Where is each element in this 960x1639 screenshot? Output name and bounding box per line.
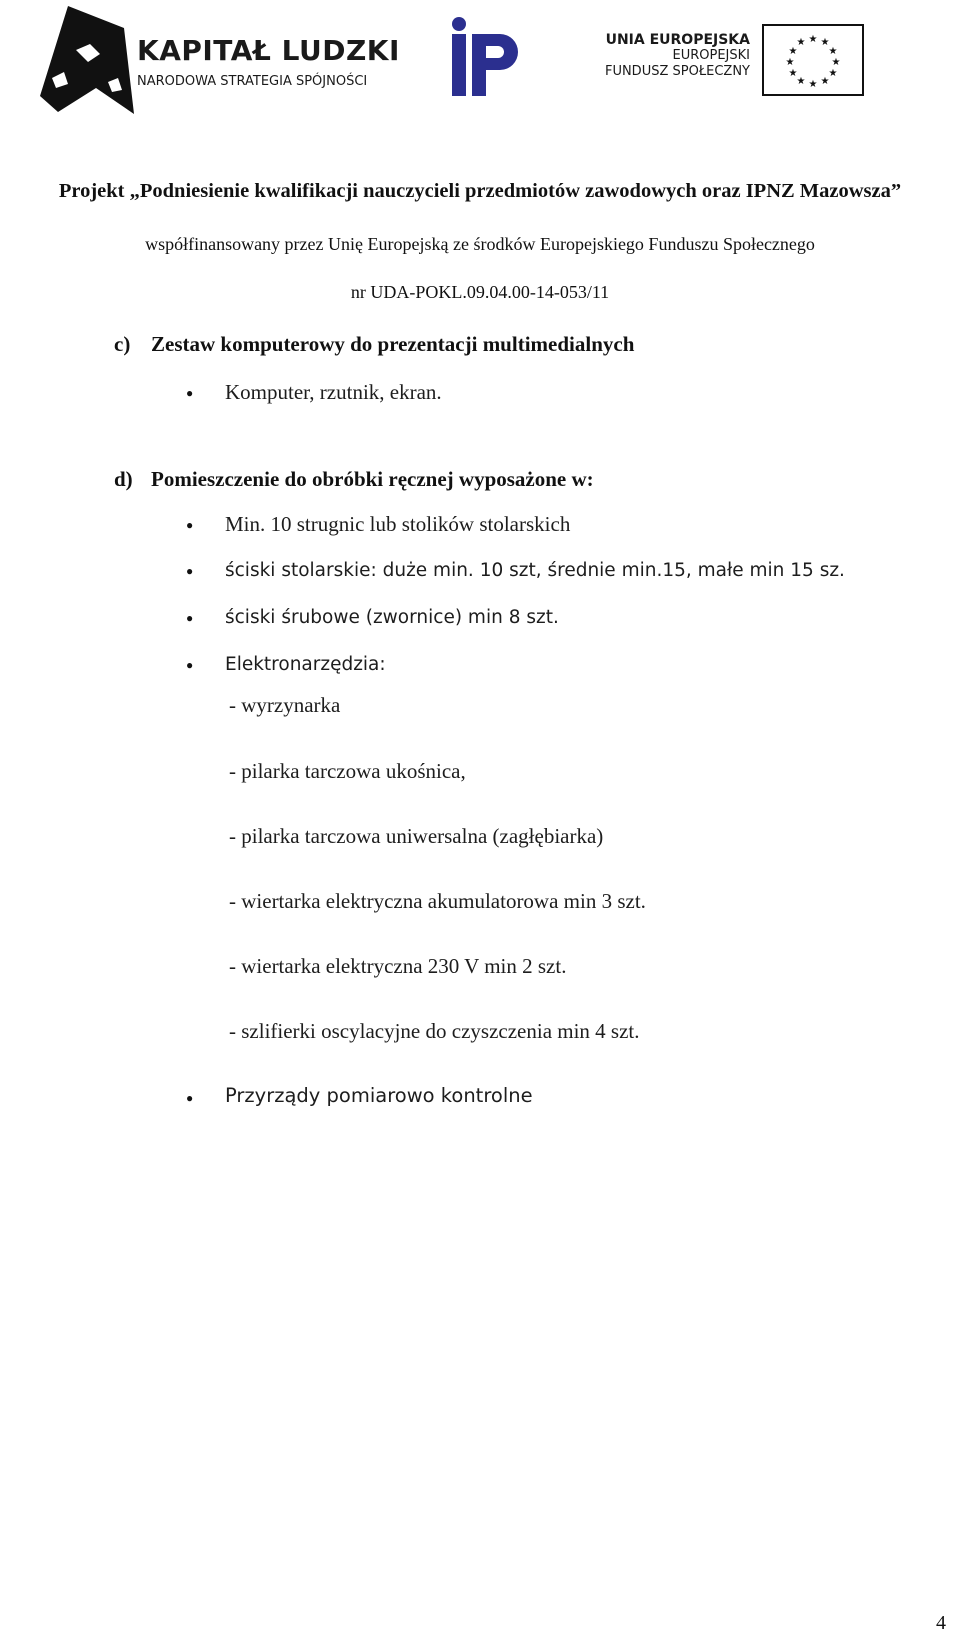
sub-item: - pilarka tarczowa uniwersalna (zagłębiarka) <box>229 824 604 848</box>
sub-item: - wyrzynarka <box>229 693 341 717</box>
eu-line-3: FUNDUSZ SPOŁECZNY <box>604 64 750 79</box>
list-item: Komputer, rzutnik, ekran. <box>225 380 442 404</box>
section-d-title: Pomieszczenie do obróbki ręcznej wyposażone w: <box>151 467 594 491</box>
list-item: Elektronarzędzia: <box>225 654 386 675</box>
bullet-icon <box>186 518 200 533</box>
sub-item: - pilarka tarczowa ukośnica, <box>229 759 466 783</box>
svg-text:★: ★ <box>831 57 841 68</box>
project-number: nr UDA-POKL.09.04.00-14-053/11 <box>350 282 610 302</box>
svg-text:★: ★ <box>820 76 830 87</box>
cofinancing-line: współfinansowany przez Unię Europejską ze środków Europejskiego Funduszu Społecznego <box>145 234 815 254</box>
svg-text:★: ★ <box>785 57 795 68</box>
project-title: Projekt „Podniesienie kwalifikacji nauczycieli przedmiotów zawodowych oraz IPNZ Mazowsza” <box>58 180 902 202</box>
section-d-letter: d) <box>114 467 133 491</box>
eu-line-2: EUROPEJSKI <box>672 48 750 63</box>
eu-flag-icon <box>762 24 864 96</box>
kapital-ludzki-title: KAPITAŁ LUDZKI <box>137 34 400 67</box>
sub-item: - wiertarka elektryczna akumulatorowa min 3 szt. <box>229 889 646 913</box>
kapital-ludzki-subtitle: NARODOWA STRATEGIA SPÓJNOŚCI <box>137 74 368 89</box>
list-item: ściski stolarskie: duże min. 10 szt, średnie min.15, małe min 15 sz. <box>225 560 845 581</box>
section-c-heading <box>114 332 634 357</box>
svg-text:★: ★ <box>828 68 838 79</box>
bullet-icon <box>186 1091 200 1106</box>
sub-item: - szlifierki oscylacyjne do czyszczenia min 4 szt. <box>229 1019 640 1043</box>
svg-text:★: ★ <box>796 76 806 87</box>
list-item: ściski śrubowe (zwornice) min 8 szt. <box>225 607 559 628</box>
bullet-icon <box>186 564 200 579</box>
svg-text:★: ★ <box>788 68 798 79</box>
bullet-icon <box>186 386 200 401</box>
bullet-icon <box>186 611 200 626</box>
logo-band <box>0 0 960 130</box>
svg-text:★: ★ <box>820 37 830 48</box>
svg-text:★: ★ <box>808 34 818 45</box>
page-number: 4 <box>936 1612 946 1634</box>
svg-text:★: ★ <box>788 46 798 57</box>
svg-text:★: ★ <box>808 79 818 90</box>
svg-text:★: ★ <box>796 37 806 48</box>
section-d-heading <box>114 467 594 492</box>
list-item: Przyrządy pomiarowo kontrolne <box>225 1084 533 1107</box>
section-c-letter: c) <box>114 332 131 356</box>
eu-line-1: UNIA EUROPEJSKA <box>605 32 750 48</box>
sub-item: - wiertarka elektryczna 230 V min 2 szt. <box>229 954 567 978</box>
eu-fund-text <box>600 32 750 80</box>
rp-logo <box>450 16 532 98</box>
bullet-icon <box>186 658 200 673</box>
section-c-title: Zestaw komputerowy do prezentacji multimedialnych <box>151 332 635 356</box>
list-item: Min. 10 strugnic lub stolików stolarskich <box>225 512 571 536</box>
svg-text:★: ★ <box>828 46 838 57</box>
